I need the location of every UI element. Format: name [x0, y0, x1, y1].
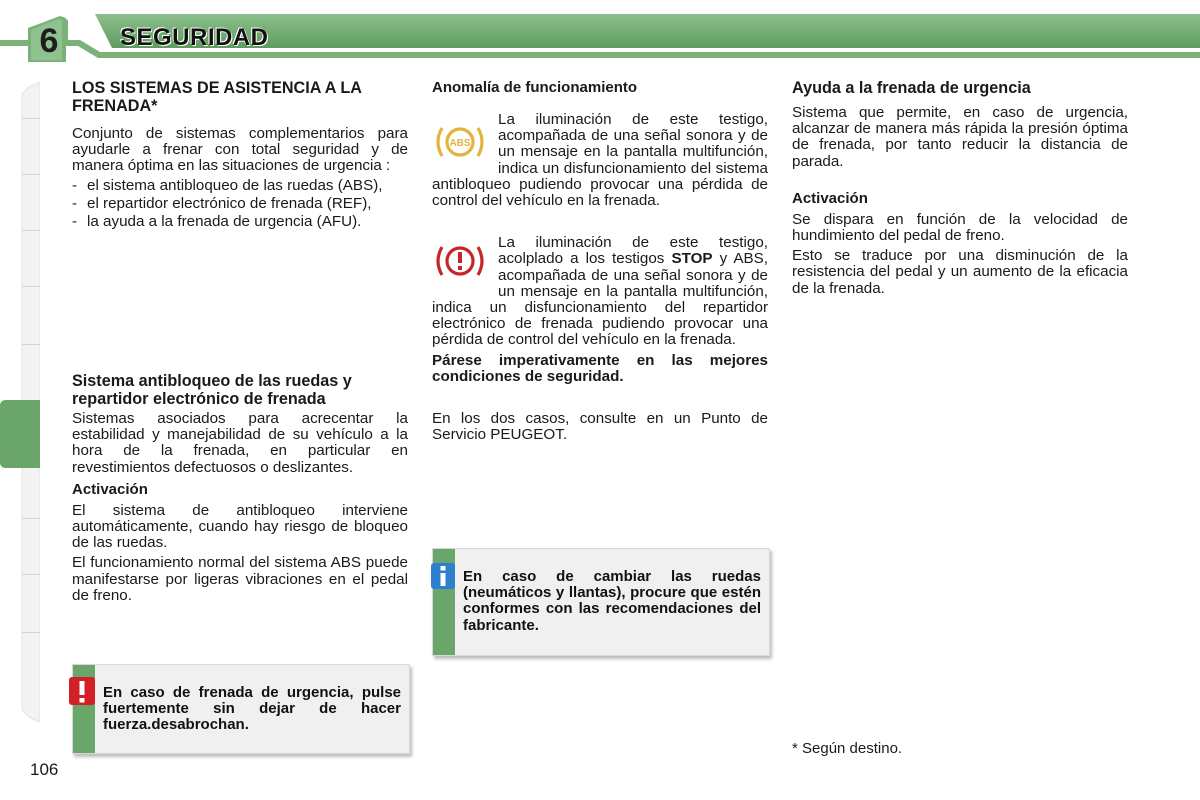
info-icon — [429, 561, 457, 591]
emergency-brake-paragraph: Sistema que permite, en caso de urgencia, alcanzar de manera más rápida la presión óptima de frenada, por tanto reducir la distancia de parada. — [792, 104, 1128, 170]
list-item: - el repartidor electrónico de frenada (REF), — [72, 196, 408, 212]
column-middle — [432, 79, 768, 443]
footnote: * Según destino. — [792, 740, 903, 757]
chapter-title: SEGURIDAD — [120, 24, 269, 51]
stop-label: STOP — [671, 250, 713, 268]
normal-operation-paragraph: El funcionamiento normal del sistema ABS puede manifestarse por ligeras vibraciones en el pedal de freno. — [72, 554, 408, 604]
warning-note — [72, 664, 410, 754]
column-left-lower — [72, 373, 408, 604]
column-left — [72, 79, 408, 230]
brake-malfunction-paragraph: La iluminación de este testigo, acolplado a los testigos STOP y ABS, acompañada de una señal sonora y de un mensaje en la pantalla multifunción, indica un disfuncionamiento del repartidor electrónico de frenada pudiendo provocar una pérdida de control del vehículo en la frenada. — [432, 234, 768, 349]
service-paragraph: En los dos casos, consulte en un Punto de Servicio PEUGEOT. — [432, 410, 768, 444]
warning-note-text: En caso de frenada de urgencia, pulse fuertemente sin dejar de hacer fuerza.desabrochan. — [103, 684, 401, 734]
abs-icon-label: ABS — [449, 138, 471, 149]
activation-effect-paragraph: Esto se traduce por una disminución de la resistencia del pedal y un aumento de la eficacia de la frenada. — [792, 247, 1128, 297]
abs-malfunction-paragraph: La iluminación de este testigo, acompañada de una señal sonora y de un mensaje en la pantalla multifunción, indica un disfuncionamiento del sistema antibloqueo pudiendo provocar una pérdida de control del vehículo en la frenada. — [432, 111, 768, 210]
activation-heading: Activación — [72, 480, 148, 498]
emergency-brake-heading: Ayuda a la frenada de urgencia — [792, 79, 1031, 97]
systems-list — [72, 178, 408, 231]
activation-paragraph: Se dispara en función de la velocidad de hundimiento del pedal de freno. — [792, 210, 1128, 245]
list-item: - la ayuda a la frenada de urgencia (AFU). — [72, 214, 408, 230]
section-heading: LOS SISTEMAS DE ASISTENCIA A LA FRENADA* — [72, 79, 362, 115]
brake-warning-icon — [432, 241, 488, 281]
column-right — [792, 79, 1128, 297]
intro-paragraph: Conjunto de sistemas complementarios para ayudarle a frenar con total seguridad y de manera óptima en las situaciones de urgencia : — [72, 125, 408, 175]
list-item: - el sistema antibloqueo de las ruedas (ABS), — [72, 178, 408, 194]
page-number: 106 — [30, 760, 59, 779]
info-note-text: En caso de cambiar las ruedas (neumáticos y llantas), procure que estén conformes con las recomendaciones del fabricante. — [463, 568, 761, 634]
malfunction-heading: Anomalía de funcionamiento — [432, 79, 638, 96]
activation-heading: Activación — [792, 189, 868, 207]
stop-safely-paragraph: Párese imperativamente en las mejores condiciones de seguridad. — [432, 351, 768, 385]
activation-paragraph: El sistema de antibloqueo interviene automáticamente, cuando hay riesgo de bloqueo de las ruedas. — [72, 501, 408, 552]
info-note — [432, 548, 770, 656]
side-chapter-tabs — [0, 82, 40, 722]
abs-ref-heading: Sistema antibloqueo de las ruedas y repartidor electrónico de frenada — [72, 372, 352, 408]
abs-warning-icon — [432, 122, 488, 162]
exclamation-icon — [67, 675, 97, 707]
chapter-number: 6 — [39, 22, 59, 60]
abs-ref-paragraph: Sistemas asociados para acrecentar la estabilidad y manejabilidad de su vehículo a la hora de la frenada, en particular en revestimientos defectuosos o deslizantes. — [72, 410, 408, 476]
